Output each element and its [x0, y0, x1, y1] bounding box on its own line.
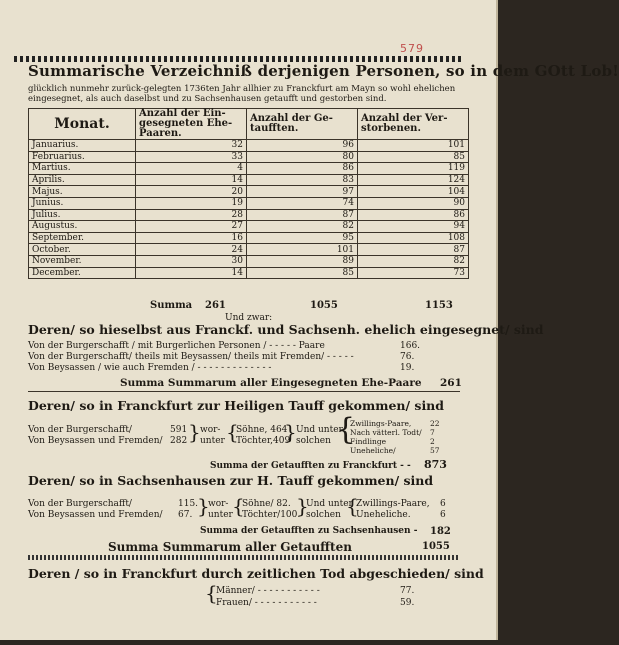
- brace-icon: {: [336, 412, 356, 447]
- ff-z1: Zwillings-Paare,: [350, 419, 412, 428]
- sum-baptized: 1055: [310, 300, 338, 311]
- baptized-cell: 86: [247, 163, 358, 175]
- deceased-cell: 82: [358, 255, 469, 267]
- couples-cell: 14: [136, 174, 247, 186]
- table-row: [29, 197, 469, 209]
- sh-total-value: 182: [430, 526, 451, 537]
- couples-cell: 4: [136, 163, 247, 175]
- ff-solchen: solchen: [296, 436, 331, 446]
- sh-total: Summa der Getaufften zu Sachsenhausen -: [200, 526, 418, 536]
- month-cell: November.: [29, 255, 136, 267]
- ornament-divider: [28, 555, 460, 560]
- brace-icon: {: [226, 420, 239, 444]
- table-row: [29, 174, 469, 186]
- brace-icon: }: [197, 494, 210, 518]
- baptized-cell: 101: [247, 244, 358, 256]
- ff-total: Summa der Getaufften zu Franckfurt - -: [210, 461, 411, 471]
- deceased-cell: 124: [358, 174, 469, 186]
- baptized-cell: 85: [247, 267, 358, 279]
- sum-label: Summa: [150, 300, 193, 311]
- table-row: [29, 186, 469, 198]
- sh-z2: Uneheliche.: [356, 510, 411, 520]
- couples-cell: 20: [136, 186, 247, 198]
- sh-solchen: solchen: [306, 510, 341, 520]
- couples-cell: 14: [136, 267, 247, 279]
- month-cell: Januarius.: [29, 140, 136, 152]
- sachsenhausen-heading: Deren/ so in Sachsenhausen zur H. Tauff gekommen/ sind: [28, 473, 434, 488]
- sh-burger-value: 115.: [178, 499, 199, 509]
- table-row: [29, 267, 469, 279]
- deceased-cell: 104: [358, 186, 469, 198]
- married-line3-value: 19.: [400, 363, 415, 373]
- ff-z3: Findlinge: [350, 437, 387, 446]
- table-row: [29, 151, 469, 163]
- baptized-cell: 82: [247, 221, 358, 233]
- deceased-heading: Deren / so in Franckfurt durch zeitlichen Tod abgeschieden/ sind: [28, 566, 484, 581]
- sh-burger: Von der Burgerschafft/: [28, 499, 132, 509]
- deceased-cell: 94: [358, 221, 469, 233]
- month-cell: Aprilis.: [29, 174, 136, 186]
- brace-icon: }: [284, 420, 297, 444]
- sh-soehne: Söhne/ 82.: [242, 499, 291, 509]
- header-couples: Anzahl der Ein-gesegneten Ehe-Paaren.: [136, 109, 247, 140]
- deceased-men-value: 77.: [400, 586, 415, 596]
- deceased-cell: 87: [358, 244, 469, 256]
- ff-z1-value: 22: [430, 419, 440, 428]
- ff-total-value: 873: [424, 458, 447, 471]
- couples-cell: 32: [136, 140, 247, 152]
- deceased-women-value: 59.: [400, 598, 415, 608]
- ff-z4: Uneheliche/: [350, 446, 396, 455]
- sh-und-unter: Und unter: [306, 499, 353, 509]
- header-month: Monat.: [29, 109, 136, 140]
- sum-couples: 261: [205, 300, 226, 311]
- ff-soehne: Söhne, 464: [236, 425, 288, 435]
- sh-beysassen: Von Beysassen und Fremden/: [28, 510, 163, 520]
- deceased-cell: 86: [358, 209, 469, 221]
- deceased-cell: 108: [358, 232, 469, 244]
- month-cell: Julius.: [29, 209, 136, 221]
- baptized-cell: 80: [247, 151, 358, 163]
- sh-toechter: Töchter/100.: [242, 510, 301, 520]
- month-cell: December.: [29, 267, 136, 279]
- page-stamp: 579: [400, 42, 424, 55]
- frankfurt-heading: Deren/ so in Franckfurt zur Heiligen Tauff gekommen/ sind: [28, 398, 445, 413]
- document-title: Summarische Verzeichniß derjenigen Personen, so in dem GOtt Lob!: [28, 62, 619, 80]
- sh-unter: unter: [208, 510, 233, 520]
- document-subtitle: glücklich nunmehr zurück-gelegten 1736ten Jahr allhier zu Franckfurt am Mayn so wohl ehelichen eingesegnet, als auch daselbst und zu Sachsenhausen getaufft und gestorben sind.: [28, 84, 456, 104]
- ff-z2-value: 7: [430, 428, 435, 437]
- month-cell: October.: [29, 244, 136, 256]
- sh-z2-value: 6: [440, 510, 446, 520]
- table-row: [29, 244, 469, 256]
- month-cell: Februarius.: [29, 151, 136, 163]
- deceased-cell: 119: [358, 163, 469, 175]
- brace-icon: {: [346, 494, 359, 518]
- ff-burger-value: 591: [170, 425, 188, 435]
- ff-wor: wor-: [200, 425, 221, 435]
- couples-cell: 19: [136, 197, 247, 209]
- deceased-cell: 85: [358, 151, 469, 163]
- couples-cell: 24: [136, 244, 247, 256]
- sh-beysassen-value: 67.: [178, 510, 193, 520]
- ff-z3-value: 2: [430, 437, 435, 446]
- table-row: [29, 232, 469, 244]
- table-row: [29, 221, 469, 233]
- deceased-men: Männer/ - - - - - - - - - - -: [216, 586, 320, 596]
- ff-beysassen-value: 282: [170, 436, 188, 446]
- ff-beysassen: Von Beysassen und Fremden/: [28, 436, 163, 446]
- ff-unter: unter: [200, 436, 225, 446]
- baptized-cell: 95: [247, 232, 358, 244]
- ff-toechter: Töchter,409: [236, 436, 291, 446]
- baptized-cell: 89: [247, 255, 358, 267]
- baptized-cell: 87: [247, 209, 358, 221]
- married-line2: Von der Burgerschafft/ theils mit Beysassen/ theils mit Fremden/ - - - - -: [28, 352, 354, 362]
- brace-icon: }: [296, 494, 309, 518]
- table-row: [29, 255, 469, 267]
- sh-z1: Zwillings-Paare,: [356, 499, 430, 509]
- couples-cell: 33: [136, 151, 247, 163]
- divider: [28, 391, 460, 392]
- month-cell: Augustus.: [29, 221, 136, 233]
- married-line3: Von Beysassen / wie auch Fremden / - - - - - - - - - - - - -: [28, 363, 272, 373]
- married-total: Summa Summarum aller Eingesegneten Ehe-Paare: [120, 377, 422, 389]
- month-cell: September.: [29, 232, 136, 244]
- couples-cell: 30: [136, 255, 247, 267]
- ff-und-unter: Und unter: [296, 425, 343, 435]
- married-heading: Deren/ so hieselbst aus Franckf. und Sachsenh. ehelich eingesegnet/ sind: [28, 322, 544, 337]
- brace-icon: }: [188, 420, 201, 444]
- table-row: [29, 163, 469, 175]
- month-cell: Junius.: [29, 197, 136, 209]
- baptized-total-value: 1055: [422, 541, 450, 552]
- married-line1: Von der Burgerschafft / mit Burgerlichen Personen / - - - - - Paare: [28, 341, 325, 351]
- baptized-cell: 96: [247, 140, 358, 152]
- table-row: [29, 140, 469, 152]
- deceased-cell: 73: [358, 267, 469, 279]
- sh-z1-value: 6: [440, 499, 446, 509]
- header-baptized: Anzahl der Ge-taufften.: [247, 109, 358, 140]
- married-line1-value: 166.: [400, 341, 421, 351]
- sum-deceased: 1153: [425, 300, 453, 311]
- baptized-cell: 74: [247, 197, 358, 209]
- und-zwar: Und zwar:: [225, 313, 273, 323]
- brace-icon: {: [205, 581, 218, 605]
- monthly-table: [28, 108, 469, 279]
- baptized-total: Summa Summarum aller Getaufften: [108, 540, 352, 554]
- baptized-cell: 97: [247, 186, 358, 198]
- header-deceased: Anzahl der Ver-storbenen.: [358, 109, 469, 140]
- baptized-cell: 83: [247, 174, 358, 186]
- deceased-cell: 101: [358, 140, 469, 152]
- married-total-value: 261: [440, 377, 462, 389]
- couples-cell: 28: [136, 209, 247, 221]
- ff-z4-value: 57: [430, 446, 440, 455]
- couples-cell: 16: [136, 232, 247, 244]
- month-cell: Martius.: [29, 163, 136, 175]
- ff-burger: Von der Burgerschafft/: [28, 425, 132, 435]
- deceased-women: Frauen/ - - - - - - - - - - -: [216, 598, 317, 608]
- married-line2-value: 76.: [400, 352, 415, 362]
- deceased-cell: 90: [358, 197, 469, 209]
- couples-cell: 27: [136, 221, 247, 233]
- brace-icon: {: [232, 494, 245, 518]
- table-row: [29, 209, 469, 221]
- ff-z2: Nach vätterl. Todt/: [350, 428, 422, 437]
- month-cell: Majus.: [29, 186, 136, 198]
- sh-wor: wor-: [208, 499, 229, 509]
